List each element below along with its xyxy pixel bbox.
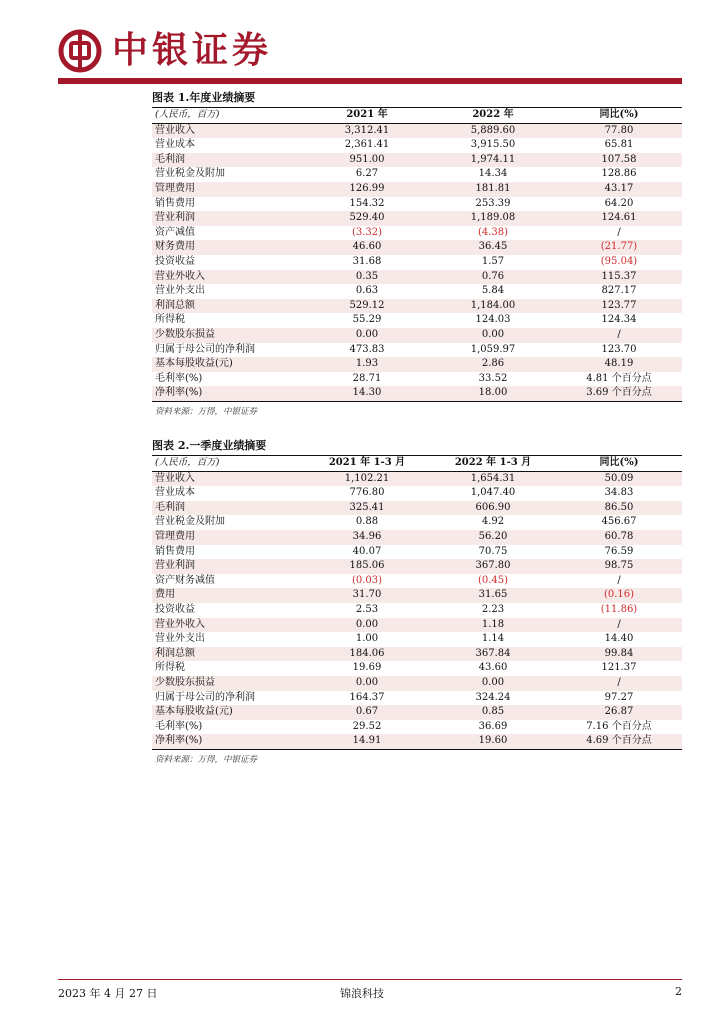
row-label: 营业收入 [152, 471, 304, 486]
table-row [152, 299, 682, 314]
row-label: 营业成本 [155, 487, 195, 499]
annual-summary-section [152, 90, 682, 417]
table2-header-row [152, 456, 682, 471]
cell-value: 3,312.41 [304, 123, 430, 138]
cell-value: 18.00 [430, 386, 556, 401]
cell-yoy: 107.58 [556, 153, 682, 168]
row-label: 营业利润 [152, 211, 304, 226]
cell-value: 40.07 [352, 545, 382, 557]
row-label: 管理费用 [152, 182, 304, 197]
table-row [152, 471, 682, 486]
table-row [152, 545, 682, 560]
table2-unit: (人民币，百万) [155, 457, 220, 468]
cell-value: 43.60 [478, 662, 508, 674]
cell-yoy: 14.40 [604, 633, 634, 645]
table2-body [152, 471, 682, 749]
table-row [152, 720, 682, 735]
cell-value: 19.69 [352, 662, 382, 674]
row-label: 销售费用 [155, 197, 195, 209]
table-row [152, 588, 682, 603]
row-label: 归属于母公司的净利润 [155, 343, 255, 355]
row-label: 销售费用 [155, 545, 195, 557]
cell-yoy: (95.04) [600, 255, 638, 267]
table-row [152, 386, 682, 401]
table2-bottom-rule [152, 749, 682, 750]
footer-divider [58, 979, 682, 980]
cell-value: 2.23 [481, 603, 505, 615]
table-row [152, 123, 682, 138]
cell-yoy: 115.37 [556, 270, 682, 285]
cell-value: 1,654.31 [430, 471, 556, 486]
cell-value: 126.99 [304, 182, 430, 197]
cell-value: 0.63 [355, 285, 379, 297]
table-row [152, 211, 682, 226]
row-label: 毛利率(%) [155, 720, 203, 732]
table-row [152, 618, 682, 633]
quarterly-summary-section [152, 438, 682, 765]
cell-value: 951.00 [304, 153, 430, 168]
table-row [152, 705, 682, 720]
cell-value: 14.30 [304, 386, 430, 401]
bank-of-china-logo-icon [58, 29, 102, 73]
cell-value: 55.29 [352, 314, 382, 326]
table1-col-yoy: 同比(%) [599, 109, 639, 120]
table-row [152, 372, 682, 387]
cell-value: 5.84 [481, 285, 505, 297]
cell-value: 56.20 [430, 530, 556, 545]
row-label: 资产减值 [155, 226, 195, 238]
row-label: 毛利润 [152, 501, 304, 516]
cell-value: 1.57 [481, 255, 505, 267]
cell-value: 0.35 [304, 270, 430, 285]
cell-yoy: 97.27 [604, 691, 634, 703]
table-row [152, 182, 682, 197]
cell-value: 31.68 [352, 255, 382, 267]
cell-yoy: 7.16 个百分点 [586, 720, 652, 732]
footer-company: 锦浪科技 [340, 987, 384, 1000]
table1-source: 资料来源：万得，中银证券 [155, 406, 258, 417]
table2-col-2021q1: 2021 年 1-3 月 [328, 457, 406, 468]
row-label: 少数股东损益 [152, 328, 304, 343]
row-label: 营业税金及附加 [155, 168, 225, 180]
cell-value: 0.85 [430, 705, 556, 720]
cell-value: (0.03) [351, 574, 383, 586]
cell-yoy: 50.09 [556, 471, 682, 486]
cell-yoy: (21.77) [556, 240, 682, 255]
cell-value: 181.81 [430, 182, 556, 197]
cell-yoy: 456.67 [601, 516, 637, 528]
row-label: 资产财务减值 [155, 574, 215, 586]
row-label: 利润总额 [152, 647, 304, 662]
row-label: 财务费用 [152, 240, 304, 255]
cell-yoy: 123.77 [556, 299, 682, 314]
cell-value: 1,974.11 [430, 153, 556, 168]
cell-value: 1.14 [481, 633, 505, 645]
row-label: 毛利率(%) [155, 372, 203, 384]
cell-yoy: 4.81 个百分点 [586, 372, 652, 384]
row-label: 营业外支出 [155, 285, 205, 297]
cell-yoy: 124.34 [601, 314, 637, 326]
cell-value: 3,915.50 [470, 139, 516, 151]
row-label: 营业利润 [152, 559, 304, 574]
cell-value: 31.70 [304, 588, 430, 603]
table-row [152, 343, 682, 358]
table-row [152, 153, 682, 168]
table-row [152, 530, 682, 545]
cell-value: 473.83 [349, 343, 385, 355]
table-row [152, 167, 682, 182]
annual-summary-table [152, 108, 682, 401]
cell-yoy: 86.50 [556, 501, 682, 516]
cell-value: 1,184.00 [430, 299, 556, 314]
cell-value: 529.40 [304, 211, 430, 226]
table-row [152, 661, 682, 676]
table-row [152, 313, 682, 328]
table-row [152, 270, 682, 285]
table1-title: 图表 1.年度业绩摘要 [152, 91, 256, 104]
cell-value: 1,102.21 [304, 471, 430, 486]
cell-value: 19.60 [430, 734, 556, 749]
cell-value: 164.37 [349, 691, 385, 703]
cell-value: 70.75 [478, 545, 508, 557]
cell-value: 529.12 [304, 299, 430, 314]
cell-value: (4.38) [477, 226, 509, 238]
row-label: 投资收益 [155, 255, 195, 267]
row-label: 管理费用 [152, 530, 304, 545]
row-label: 少数股东损益 [152, 676, 304, 691]
row-label: 利润总额 [152, 299, 304, 314]
cell-value: (0.45) [477, 574, 509, 586]
row-label: 净利率(%) [152, 734, 304, 749]
cell-value: 4.92 [481, 516, 505, 528]
cell-value: 253.39 [475, 197, 511, 209]
cell-value: 1.93 [304, 357, 430, 372]
cell-yoy: / [617, 226, 621, 238]
cell-yoy: 827.17 [601, 285, 637, 297]
table-row [152, 559, 682, 574]
cell-yoy: (0.16) [556, 588, 682, 603]
cell-value: 1.18 [430, 618, 556, 633]
cell-yoy: 48.19 [556, 357, 682, 372]
cell-value: 325.41 [304, 501, 430, 516]
cell-yoy: / [556, 676, 682, 691]
cell-value: 0.00 [304, 618, 430, 633]
report-header [58, 28, 272, 74]
cell-value: 31.65 [430, 588, 556, 603]
row-label: 所得税 [155, 662, 185, 674]
cell-yoy: 128.86 [601, 168, 637, 180]
cell-value: (3.32) [351, 226, 383, 238]
brand-name: 中银证券 [112, 30, 273, 71]
cell-value: 154.32 [349, 197, 385, 209]
cell-value: 2.86 [430, 357, 556, 372]
cell-yoy: 65.81 [604, 139, 634, 151]
footer-date: 2023 年 4 月 27 日 [58, 987, 158, 1000]
cell-value: 34.96 [304, 530, 430, 545]
cell-value: 367.84 [430, 647, 556, 662]
cell-yoy: 43.17 [556, 182, 682, 197]
table1-bottom-rule [152, 401, 682, 402]
row-label: 营业收入 [152, 123, 304, 138]
table1-col-2021: 2021 年 [346, 109, 388, 120]
table1-body [152, 123, 682, 401]
row-label: 营业外收入 [152, 618, 304, 633]
cell-value: 0.67 [304, 705, 430, 720]
cell-value: 28.71 [352, 372, 382, 384]
row-label: 毛利润 [152, 153, 304, 168]
table-row [152, 357, 682, 372]
table-row [152, 197, 682, 212]
cell-yoy: 121.37 [601, 662, 637, 674]
table-row [152, 486, 682, 501]
table2-title: 图表 2.一季度业绩摘要 [152, 439, 267, 452]
cell-yoy: 98.75 [556, 559, 682, 574]
cell-yoy: 3.69 个百分点 [556, 386, 682, 401]
row-label: 基本每股收益(元) [152, 357, 304, 372]
cell-yoy: (11.86) [600, 603, 638, 615]
cell-value: 606.90 [430, 501, 556, 516]
table-row [152, 501, 682, 516]
table-row [152, 255, 682, 270]
table-row [152, 284, 682, 299]
row-label: 营业外收入 [152, 270, 304, 285]
row-label: 所得税 [155, 314, 185, 326]
cell-value: 0.00 [430, 328, 556, 343]
cell-value: 46.60 [304, 240, 430, 255]
cell-yoy: / [556, 328, 682, 343]
cell-value: 0.00 [304, 676, 430, 691]
table1-header-row [152, 108, 682, 123]
cell-value: 184.06 [304, 647, 430, 662]
table2-col-2022q1: 2022 年 1-3 月 [454, 457, 532, 468]
table-row [152, 226, 682, 241]
cell-value: 2.53 [355, 603, 379, 615]
cell-value: 324.24 [475, 691, 511, 703]
cell-value: 36.69 [478, 720, 508, 732]
table-row [152, 574, 682, 589]
cell-value: 1,059.97 [470, 343, 516, 355]
cell-yoy: 64.20 [604, 197, 634, 209]
cell-value: 367.80 [430, 559, 556, 574]
cell-value: 2,361.41 [344, 139, 390, 151]
cell-value: 1,189.08 [430, 211, 556, 226]
cell-value: 0.00 [430, 676, 556, 691]
cell-yoy: 124.61 [556, 211, 682, 226]
table1-unit: (人民币，百万) [155, 109, 220, 120]
row-label: 基本每股收益(元) [152, 705, 304, 720]
cell-yoy: 76.59 [604, 545, 634, 557]
cell-value: 124.03 [475, 314, 511, 326]
cell-yoy: / [556, 618, 682, 633]
cell-value: 776.80 [349, 487, 385, 499]
table2-col-yoy: 同比(%) [599, 457, 639, 468]
cell-yoy: 123.70 [601, 343, 637, 355]
table2-source: 资料来源：万得，中银证券 [155, 754, 258, 765]
cell-value: 0.88 [355, 516, 379, 528]
cell-value: 1,047.40 [470, 487, 516, 499]
table-row [152, 138, 682, 153]
quarterly-summary-table [152, 456, 682, 749]
table-row [152, 647, 682, 662]
cell-value: 33.52 [478, 372, 508, 384]
row-label: 归属于母公司的净利润 [155, 691, 255, 703]
row-label: 净利率(%) [152, 386, 304, 401]
cell-value: 0.00 [304, 328, 430, 343]
cell-value: 14.91 [304, 734, 430, 749]
cell-value: 29.52 [352, 720, 382, 732]
row-label: 营业税金及附加 [155, 516, 225, 528]
cell-yoy: 26.87 [556, 705, 682, 720]
table1-col-2022: 2022 年 [472, 109, 514, 120]
cell-value: 185.06 [304, 559, 430, 574]
table-row [152, 632, 682, 647]
table-row [152, 328, 682, 343]
table-row [152, 603, 682, 618]
cell-value: 36.45 [430, 240, 556, 255]
cell-value: 5,889.60 [430, 123, 556, 138]
row-label: 费用 [152, 588, 304, 603]
table-row [152, 240, 682, 255]
header-divider [58, 78, 682, 84]
row-label: 营业外支出 [155, 633, 205, 645]
table-row [152, 676, 682, 691]
cell-yoy: 34.83 [604, 487, 634, 499]
table-row [152, 691, 682, 706]
table-row [152, 515, 682, 530]
cell-value: 6.27 [355, 168, 379, 180]
cell-value: 1.00 [355, 633, 379, 645]
cell-yoy: 77.80 [556, 123, 682, 138]
cell-value: 0.76 [430, 270, 556, 285]
page-number: 2 [675, 985, 682, 998]
cell-yoy: / [617, 574, 621, 586]
cell-yoy: 4.69 个百分点 [556, 734, 682, 749]
table-row [152, 734, 682, 749]
cell-yoy: 99.84 [556, 647, 682, 662]
row-label: 投资收益 [155, 603, 195, 615]
row-label: 营业成本 [155, 139, 195, 151]
cell-yoy: 60.78 [556, 530, 682, 545]
cell-value: 14.34 [478, 168, 508, 180]
